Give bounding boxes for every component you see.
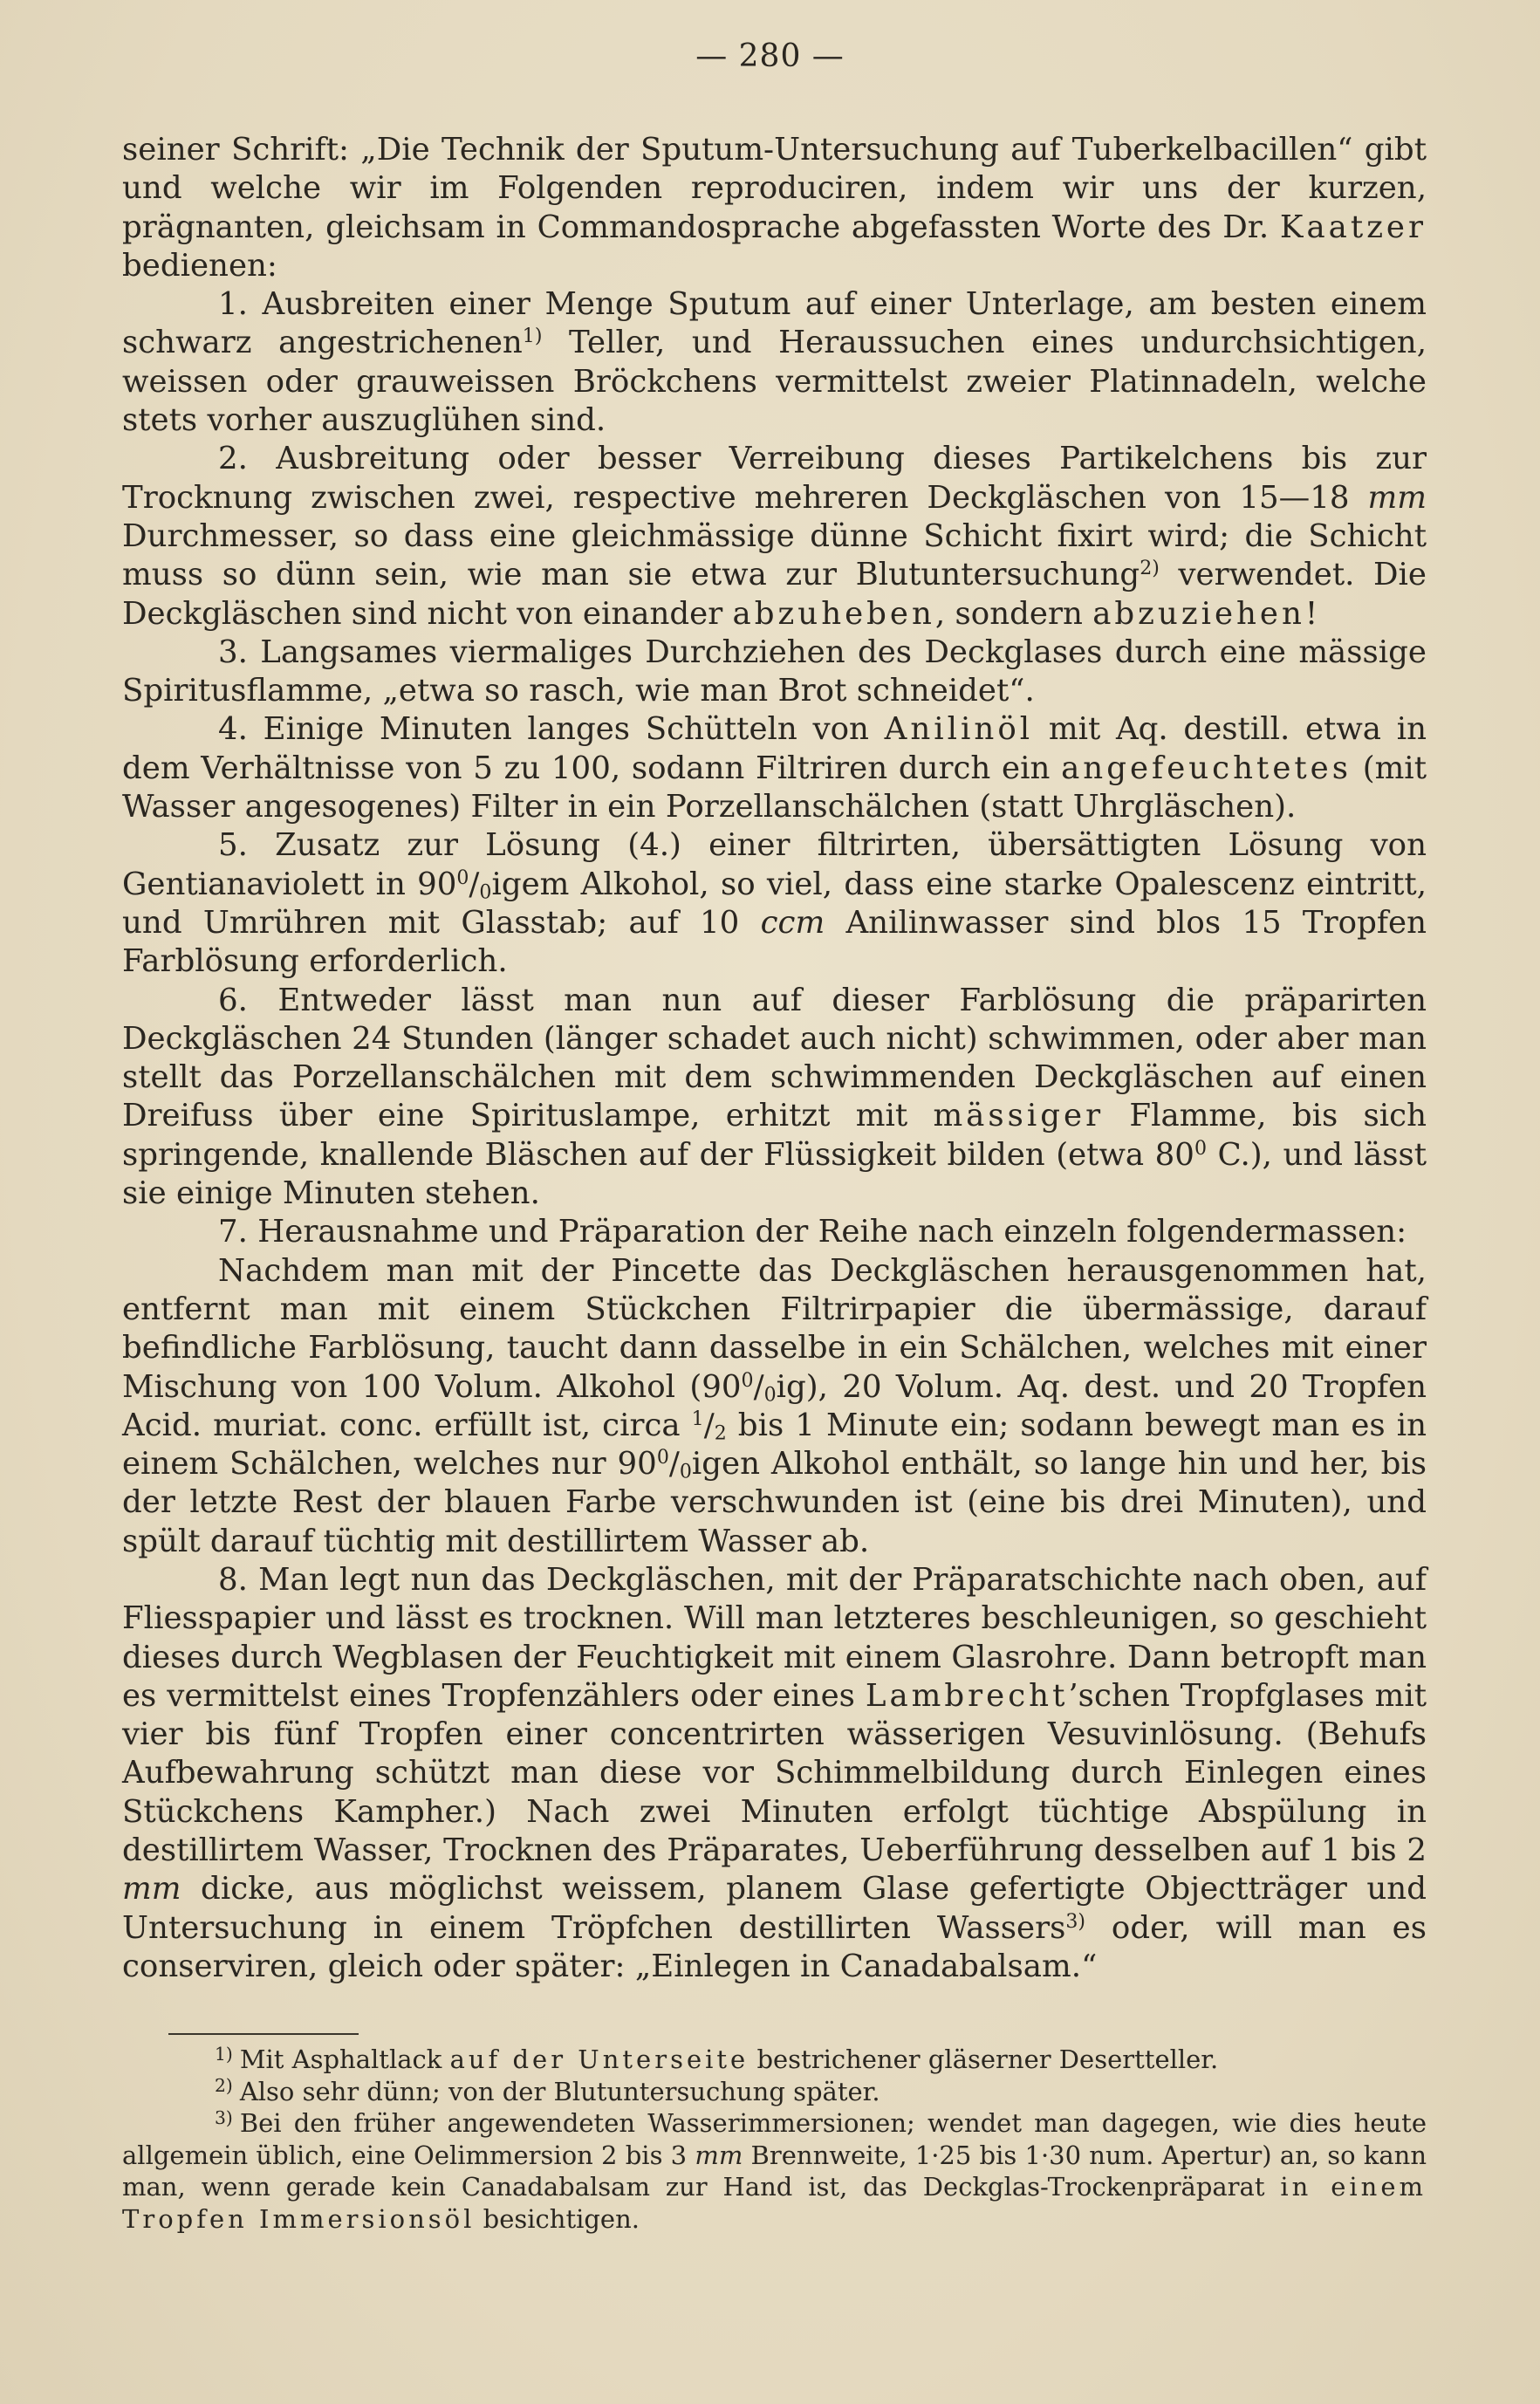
paragraph-step-1 [122, 285, 1427, 440]
footnote-separator [168, 2033, 359, 2035]
text-run: 4. Einige Minuten langes Schütteln von [218, 711, 885, 748]
superscript: 1 [691, 1407, 704, 1430]
superscript: 3) [1065, 1910, 1086, 1933]
text-run: igem Alkohol, so viel, dass eine starke Opalescenz eintritt, und Umrühren mit Glasstab; auf 10 [122, 866, 1427, 941]
text-run: 8. Man legt nun das Deckgläschen, mit der Präparatschichte nach oben, auf Fliesspapier und lässt es trocknen. Will man letzteres beschleunigen, so geschieht dieses durch Wegblasen der Feuchtigkeit mit einem Glasrohre. Dann betropft man es vermittelst eines Tropfenzählers oder eines [122, 1561, 1427, 1714]
spaced-emphasis: abzuziehen [1092, 595, 1305, 632]
footnote-fn-1 [122, 2044, 1427, 2076]
text-run: / [469, 866, 480, 902]
spaced-emphasis: Anilinöl [884, 711, 1034, 748]
italic-unit: mm [1367, 479, 1427, 516]
text-run: 6. Entweder lässt man nun auf dieser Farblösung die präparirten Deckgläschen 24 Stunden (länger schadet auch nicht) schwimmen, oder aber man stellt das Porzellanschälchen mit dem schwimmenden Deckgläschen auf einen Dreifuss über eine Spirituslampe, erhitzt mit [122, 982, 1427, 1134]
text-run: Nachdem man mit der Pincette das Deckgläschen herausgenommen hat, entfernt man mit einem Stückchen Filtrirpapier die übermässige, darauf befindliche Farblösung, taucht dann dasselbe in ein Schälchen, welches mit einer Mischung von 100 Volum. Alkohol (90 [122, 1252, 1427, 1405]
paragraph-intro [122, 131, 1427, 285]
text-run: C.), und lässt sie einige Minuten stehen. [122, 1136, 1427, 1212]
footnote-mark: 2) [215, 2075, 233, 2097]
subscript: 2 [714, 1422, 727, 1445]
text-run: ! [1304, 595, 1318, 632]
text-run: / [753, 1368, 764, 1405]
text-run: bedienen: [122, 247, 277, 284]
body-text [122, 131, 1427, 1986]
superscript: 1) [522, 325, 543, 348]
page-number: — 280 — [695, 38, 845, 74]
text-run: Anilinwasser sind blos 15 Tropfen Farblösung erforderlich. [122, 904, 1427, 980]
paragraph-step-4 [122, 710, 1427, 826]
paragraph-step-6 [122, 982, 1427, 1214]
superscript: 0 [1194, 1137, 1207, 1160]
paragraph-step-8 [122, 1561, 1427, 1986]
footnote-mark: 3) [215, 2106, 233, 2128]
text-run: besichtigen. [475, 2203, 640, 2234]
text-run: igen Alkohol enthält, so lange hin und her, bis der letzte Rest der blauen Farbe verschwunden ist (eine bis drei Minuten), und spült darauf tüchtig mit destillirtem Wasser ab. [122, 1446, 1427, 1559]
subscript: 0 [763, 1383, 777, 1406]
text-run: oder, will man es conserviren, gleich oder später: „Einlegen in Canadabalsam.“ [122, 1909, 1427, 1984]
text-run: Teller, und Heraussuchen eines undurchsichtigen, weissen oder grauweissen Bröckchens vermittelst zweier Platinnadeln, welche stets vorher auszuglühen sind. [122, 325, 1427, 439]
superscript: 0 [656, 1446, 669, 1469]
subscript: 0 [679, 1461, 692, 1483]
superscript: 2) [1140, 558, 1160, 580]
spaced-emphasis: Kaatzer [1279, 209, 1427, 245]
text-run: ig), 20 Volum. Aq. dest. und 20 Tropfen Acid. muriat. conc. erfüllt ist, circa [122, 1368, 1427, 1443]
footnote-mark: 1) [215, 2043, 233, 2065]
paragraph-step-7 [122, 1213, 1427, 1251]
footnote-fn-3 [122, 2107, 1427, 2235]
paragraph-step-5 [122, 826, 1427, 981]
text-run: 5. Zusatz zur Lösung (4.) einer filtrirten, übersättigten Lösung von Gentianaviolett in 90 [122, 827, 1427, 902]
footnote-fn-2 [122, 2076, 1427, 2108]
footnotes [122, 2044, 1427, 2235]
italic-unit: ccm [760, 904, 825, 941]
text-run: 2. Ausbreitung oder besser Verreibung dieses Partikelchens bis zur Trocknung zwischen zwei, respective mehreren Deckgläschen von 15—18 [122, 441, 1427, 516]
paragraph-step-2 [122, 440, 1427, 633]
italic-unit: mm [695, 2140, 743, 2170]
spaced-emphasis: in einem Tropfen Immersionsöl [122, 2172, 1427, 2234]
spaced-emphasis: auf der Unterseite [449, 2044, 749, 2074]
text-run: , sondern [934, 595, 1093, 632]
paragraph-step-3 [122, 634, 1427, 711]
text-run: Durchmesser, so dass eine gleichmässige dünne Schicht fixirt wird; die Schicht muss so dünn sein, wie man sie etwa zur Blutuntersuchung [122, 517, 1427, 593]
text-run: Flamme, bis sich springende, knallende Bläschen auf der Flüssigkeit bilden (etwa 80 [122, 1098, 1427, 1173]
italic-unit: mm [122, 1871, 181, 1907]
text-run: 1. Ausbreiten einer Menge Sputum auf einer Unterlage, am besten einem schwarz angestrichenen [122, 286, 1427, 361]
text-run: dicke, aus möglichst weissem, planem Glase gefertigte Objectträger und Untersuchung in einem Tröpfchen destillirten Wassers [122, 1871, 1427, 1946]
text-run: bis 1 Minute ein; sodann bewegt man es in einem Schälchen, welches nur 90 [122, 1407, 1427, 1483]
spaced-emphasis: angefeuchtetes [1061, 750, 1352, 786]
text-run: mit Aq. destill. etwa in dem Verhältnisse von 5 zu 100, sodann Filtriren durch ein [122, 711, 1427, 786]
paragraph-step-7-detail [122, 1252, 1427, 1561]
text-run: Brennweite, 1·25 bis 1·30 num. Apertur) an, so kann man, wenn gerade kein Canadabalsam zur Hand ist, das Deckglas-Trockenpräparat [122, 2140, 1427, 2202]
text-run: bestrichener gläserner Desertteller. [749, 2044, 1219, 2074]
superscript: 0 [456, 866, 469, 889]
spaced-emphasis: abzuheben [732, 595, 935, 632]
text-run: / [668, 1446, 680, 1483]
text-run: Mit Asphaltlack [239, 2044, 450, 2074]
superscript: 0 [741, 1369, 754, 1392]
text-run: verwendet. Die Deckgläschen sind nicht von einander [122, 557, 1427, 632]
text-run: (mit Wasser angesogenes) Filter in ein Porzellanschälchen (statt Uhrgläschen). [122, 750, 1427, 825]
spaced-emphasis: Lambrecht [865, 1677, 1069, 1714]
text-run: 7. Herausnahme und Präparation der Reihe nach einzeln folgendermassen: [218, 1214, 1407, 1250]
text-run: Also sehr dünn; von der Blutuntersuchung später. [239, 2076, 880, 2106]
text-run: 3. Langsames viermaliges Durchziehen des Deckglases durch eine mässige Spiritusflamme, „etwa so rasch, wie man Brot schneidet“. [122, 634, 1427, 709]
text-run: seiner Schrift: „Die Technik der Sputum-Untersuchung auf Tuberkelbacillen“ gibt und welche wir im Folgenden reproduciren, indem wir uns der kurzen, prägnanten, gleichsam in Commandosprache abgefassten Worte des Dr. [122, 132, 1427, 245]
text-run: / [703, 1407, 715, 1443]
text-run: Bei den früher angewendeten Wasserimmersionen; wendet man dagegen, wie dies heute allgemein üblich, eine Oelimmersion 2 bis 3 [122, 2108, 1427, 2170]
spaced-emphasis: mässiger [933, 1098, 1105, 1134]
subscript: 0 [479, 881, 492, 904]
text-run: ’schen Tropfglases mit vier bis fünf Tropfen einer concentrirten wässerigen Vesuvinlösung. (Behufs Aufbewahrung schützt man diese vor Schimmelbildung durch Einlegen eines Stückchens Kampher.) Nach zwei Minuten erfolgt tüchtige Abspülung in destillirtem Wasser, Trocknen des Präparates, Ueberführung desselben auf 1 bis 2 [122, 1677, 1427, 1869]
